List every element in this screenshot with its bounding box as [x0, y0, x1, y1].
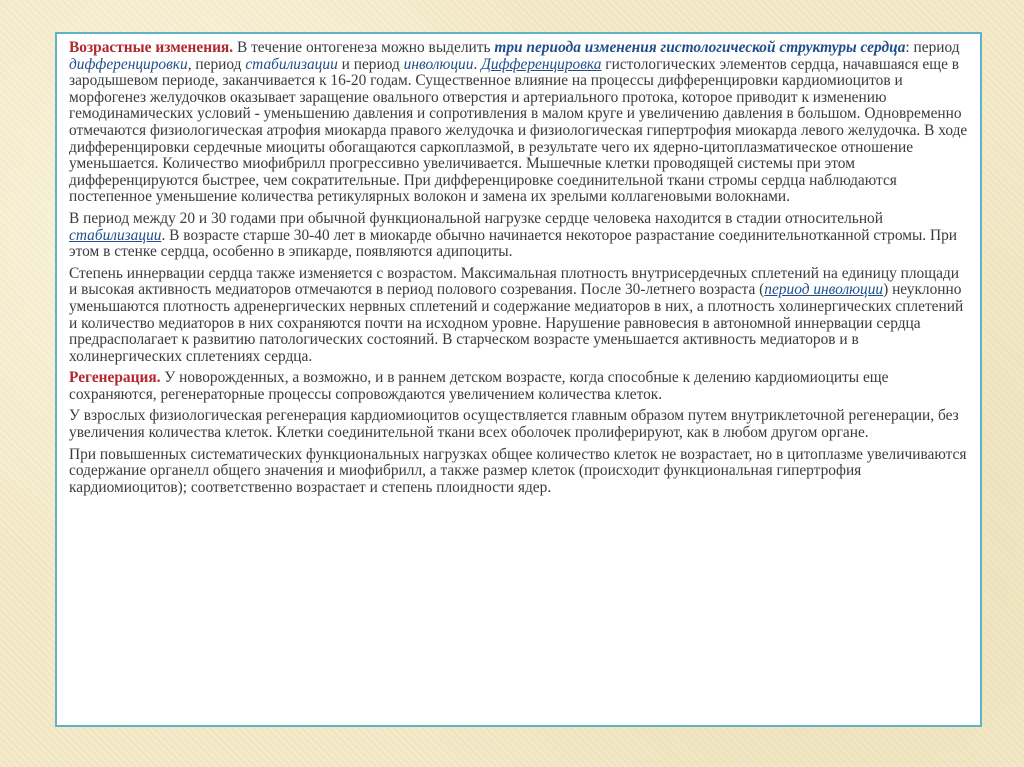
text-fragment: У взрослых физиологическая регенерация кардиомиоцитов осуществляется главным образом путем внутриклеточной регенерации, без увеличения количества клеток. Клетки соединительной ткани всех оболочек пролиферируют, как в любом другом органе. — [69, 407, 959, 442]
term-stabilization: стабилизации — [245, 55, 338, 73]
slide-frame — [55, 32, 982, 727]
text-fragment: . — [473, 55, 482, 73]
text-fragment: В период между 20 и 30 годами при обычной функциональной нагрузке сердце человека находится в стадии относительной — [69, 209, 883, 227]
text-body — [69, 40, 968, 501]
paragraph-innervation — [69, 266, 968, 366]
text-fragment: При повышенных систематических функциональных нагрузках общее количество клеток не возрастает, но в цитоплазме увеличиваются содержание органелл общего значения и миофибрилл, а также размер клеток (происходит функциональная гипертрофия кардиомиоцитов); соответственно возрастает и степень плоидности ядер. — [69, 445, 967, 496]
text-fragment: и период — [337, 55, 404, 73]
term-involution-link[interactable]: период инволюции — [764, 281, 884, 299]
heading-regeneration: Регенерация. — [69, 369, 161, 387]
term-differentiation: дифференцировки — [69, 55, 188, 73]
text-fragment: ) неуклонно уменьшаются плотность адренергических нервных сплетений и содержание медиаторов в них, а плотность холинергических сплетений и количество медиаторов в них сохраняются почти на исходном уровне. Нарушение равновесия в автономной иннервации сердца предрасполагает к развитию патологических состояний. В старческом возрасте уменьшается активность медиаторов и в холинергических сплетениях сердца. — [69, 281, 964, 365]
term-stabilization-link[interactable]: стабилизации — [69, 226, 162, 244]
heading-age-changes: Возрастные изменения. — [69, 39, 234, 56]
text-fragment: Степень иннервации сердца также изменяется с возрастом. Максимальная плотность внутрисердечных сплетений на единицу площади и высокая активность медиаторов отмечаются в период полового созревания. После 30-летнего возраста ( — [69, 264, 960, 299]
term-involution: инволюции — [403, 55, 474, 73]
term-three-periods: три периода изменения гистологической структуры сердца — [494, 39, 906, 56]
text-fragment: , период — [187, 55, 246, 73]
paragraph-hypertrophy — [69, 447, 968, 497]
text-fragment: : период — [905, 39, 960, 56]
term-differentiation-link[interactable]: Дифференцировка — [481, 55, 602, 73]
paragraph-regeneration — [69, 370, 968, 403]
text-fragment: В течение онтогенеза можно выделить — [233, 39, 495, 56]
text-fragment: . В возрасте старше 30-40 лет в миокарде обычно начинается некоторое разрастание соединительнотканной стромы. При этом в стенке сердца, особенно в эпикарде, появляются адипоциты. — [69, 226, 958, 261]
paragraph-stabilization — [69, 211, 968, 261]
text-fragment: У новорожденных, а возможно, и в раннем детском возрасте, когда способные к делению кардиомиоциты еще сохраняются, регенераторные процессы сопровождаются увеличением количества клеток. — [69, 369, 889, 403]
paragraph-age-changes — [69, 40, 968, 206]
paragraph-adult-regeneration — [69, 408, 968, 441]
text-fragment: гистологических элементов сердца, начавшаяся еще в зародышевом периоде, заканчивается к 16-20 годам. Существенное влияние на процессы дифференцировки кардиомиоцитов и морфогенез желудочков оказывает заращение овального отверстия и артериального протока, которое приводит к изменению гемодинамических условий - уменьшению давления и сопротивления в малом круге и увеличению давления в большом. Одновременно отмечаются физиологическая атрофия миокарда правого желудочка и физиологическая гипертрофия миокарда левого желудочка. В ходе дифференцировки сердечные миоциты обогащаются саркоплазмой, в результате чего их ядерно-цитоплазматическое отношение уменьшается. Количество миофибрилл прогрессивно увеличивается. Мышечные клетки проводящей системы при этом дифференцируются быстрее, чем сократительные. При дифференцировке соединительной ткани стромы сердца наблюдаются постепенное уменьшение количества ретикулярных волокон и замена их зрелыми коллагеновыми волокнами. — [69, 55, 968, 206]
